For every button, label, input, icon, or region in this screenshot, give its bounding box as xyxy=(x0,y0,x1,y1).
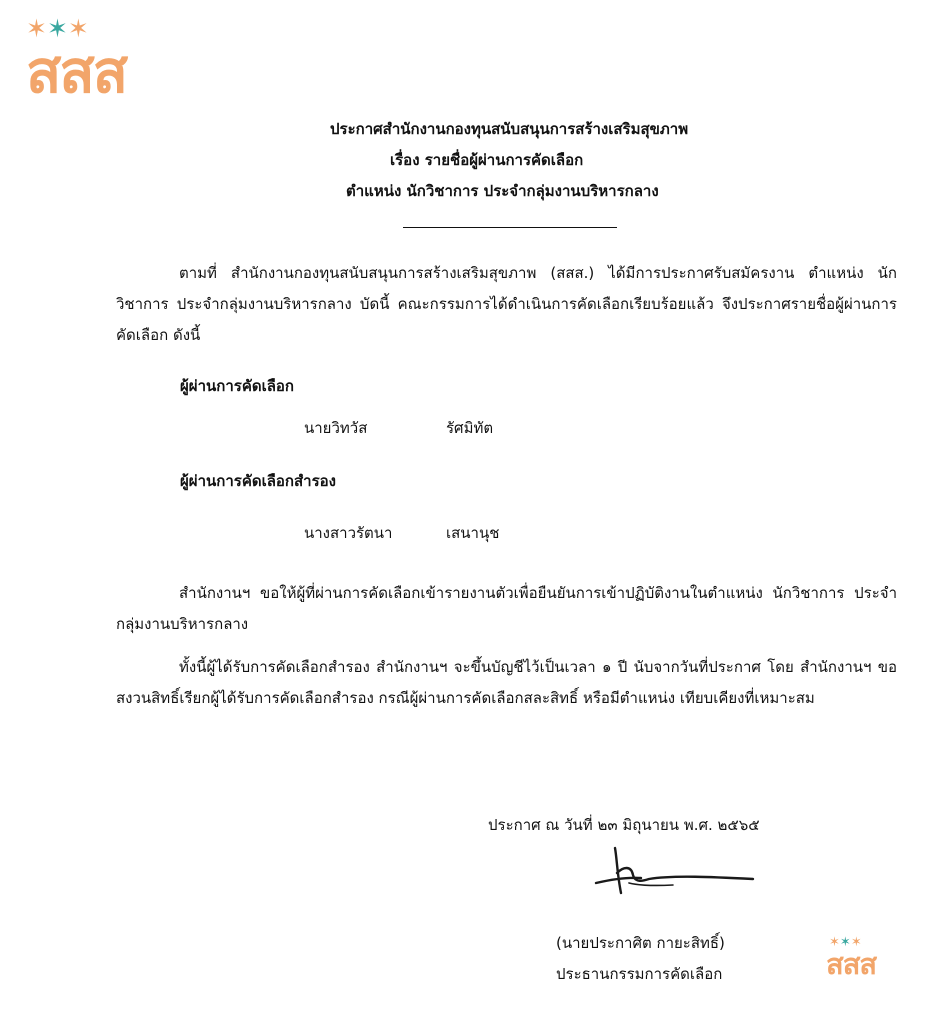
announcement-subject: เรื่อง รายชื่อผู้ผ่านการคัดเลือก xyxy=(390,151,584,169)
passed-first-name: นายวิทวัส xyxy=(304,419,368,437)
signer-name: (นายประกาศิต กายะสิทธิ์) xyxy=(556,934,725,952)
logo-text-small: สสส xyxy=(826,947,877,981)
signature-icon xyxy=(593,845,758,900)
logo-stars-small-icon: ✶✶✶ xyxy=(829,935,862,950)
intro-paragraph: ตามที่ สำนักงานกองทุนสนับสนุนการสร้างเสริมสุขภาพ (สสส.) ได้มีการประกาศรับสมัครงาน ตำแหน่ง นักวิชาการ ประจำกลุ่มงานบริหารกลาง บัดนี้ คณะกรรมการได้ดำเนินการคัดเลือกเรียบร้อยแล้ว จึงประกาศรายชื่อผู้ผ่านการคัดเลือก ดังนี้ xyxy=(116,264,897,344)
logo-top xyxy=(26,16,161,108)
passed-last-name: รัศมิทัต xyxy=(446,419,494,437)
logo-stars-icon: ✶✶✶ xyxy=(26,14,89,43)
announcement-position: ตำแหน่ง นักวิชาการ ประจำกลุ่มงานบริหารกลาง xyxy=(346,182,659,200)
announcement-title: ประกาศสำนักงานกองทุนสนับสนุนการสร้างเสริมสุขภาพ xyxy=(330,120,689,138)
report-paragraph: สำนักงานฯ ขอให้ผู้ที่ผ่านการคัดเลือกเข้ารายงานตัวเพื่อยืนยันการเข้าปฏิบัติงานในตำแหน่ง นักวิชาการ ประจำกลุ่มงานบริหารกลาง xyxy=(116,584,897,633)
reserve-heading: ผู้ผ่านการคัดเลือกสำรอง xyxy=(180,472,336,490)
logo-bottom xyxy=(826,936,892,986)
reserve-last-name: เสนานุช xyxy=(446,524,500,542)
title-divider xyxy=(403,227,617,228)
reserve-first-name: นางสาวรัตนา xyxy=(304,524,393,542)
signer-role: ประธานกรรมการคัดเลือก xyxy=(556,965,723,983)
reserve-candidate xyxy=(304,521,499,545)
reserve-list-paragraph: ทั้งนี้ผู้ได้รับการคัดเลือกสำรอง สำนักงานฯ จะขึ้นบัญชีไว้เป็นเวลา ๑ ปี นับจากวันที่ประกาศ โดย สำนักงานฯ ขอสงวนสิทธิ์เรียกผู้ได้รับการคัดเลือกสำรอง กรณีผู้ผ่านการคัดเลือกสละสิทธิ์ หรือมีตำแหน่ง เทียบเคียงที่เหมาะสม xyxy=(116,658,897,707)
passed-heading: ผู้ผ่านการคัดเลือก xyxy=(180,377,295,395)
passed-candidate xyxy=(304,416,493,440)
announcement-date: ประกาศ ณ วันที่ ๒๓ มิถุนายน พ.ศ. ๒๕๖๕ xyxy=(488,816,760,834)
logo-text: สสส xyxy=(26,38,127,106)
